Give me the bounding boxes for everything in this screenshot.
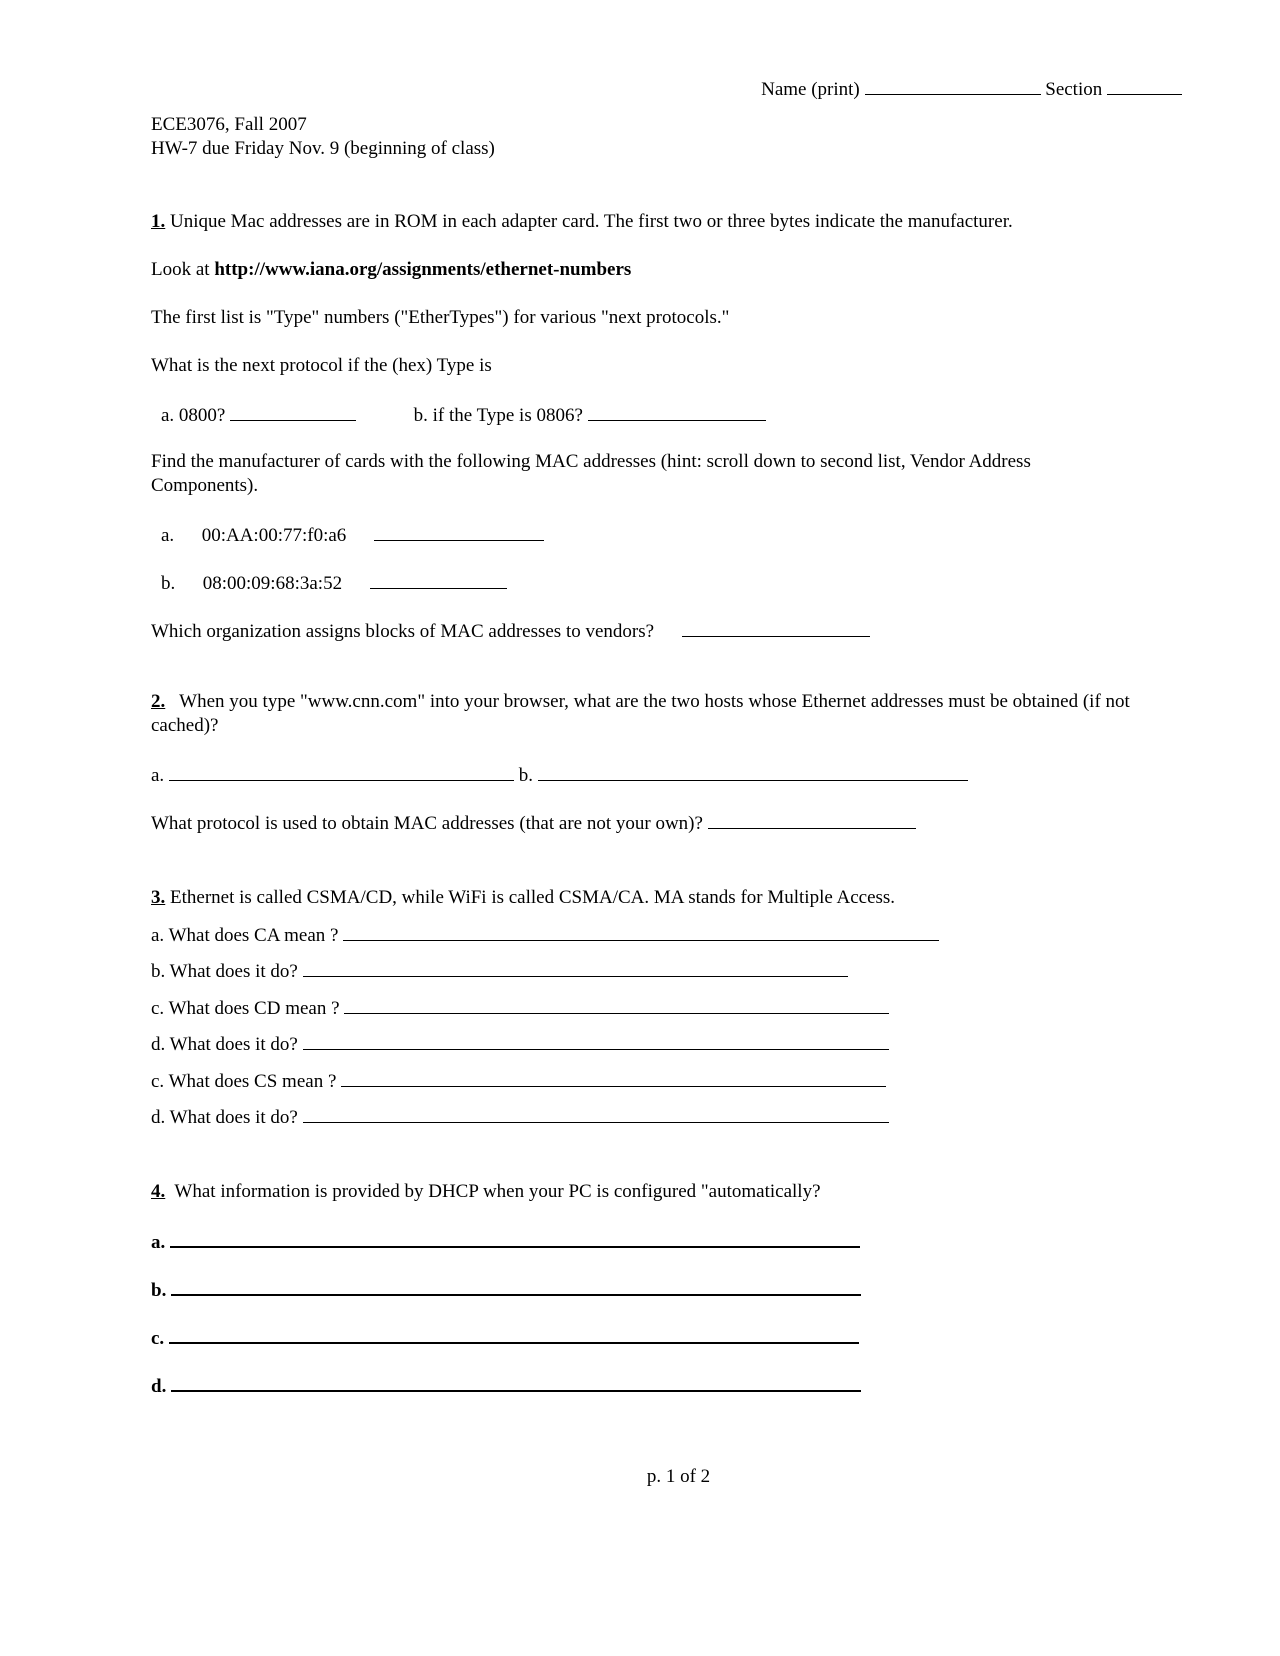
section-field[interactable]	[1107, 76, 1182, 95]
type-b-answer[interactable]	[588, 402, 766, 421]
q1-intro	[151, 210, 1013, 234]
q3-item	[151, 1068, 886, 1094]
q4-answer-row	[151, 1372, 861, 1399]
q1-first-list: The first list is "Type" numbers ("EtherTypes") for various "next protocols."	[151, 307, 730, 328]
q4-answer-label: b.	[151, 1280, 167, 1301]
name-label: Name (print)	[761, 79, 860, 100]
q4-question-text: What information is provided by DHCP when your PC is configured "automatically?	[174, 1181, 821, 1202]
q2-a-answer[interactable]	[169, 762, 514, 781]
org-answer[interactable]	[682, 618, 870, 637]
q1-org-row	[151, 618, 870, 644]
q3-item-answer[interactable]	[341, 1068, 886, 1087]
q2-protocol-row	[151, 810, 916, 836]
q3-item-answer[interactable]	[303, 958, 848, 977]
mac-a-row	[161, 522, 544, 548]
mac-b-address: 08:00:09:68:3a:52	[202, 573, 343, 594]
q4-answer-row	[151, 1324, 859, 1351]
q4-answer-row	[151, 1228, 860, 1255]
q2-number: 2.	[151, 691, 166, 712]
q3-item-answer[interactable]	[344, 995, 889, 1014]
org-question: Which organization assigns blocks of MAC addresses to vendors?	[151, 621, 655, 642]
q4-answer-label: a.	[151, 1232, 166, 1253]
q3-item	[151, 1031, 889, 1057]
mac-b-letter: b.	[161, 573, 176, 594]
q3-item-label: a. What does CA mean ?	[151, 925, 339, 946]
course-title: ECE3076, Fall 2007	[151, 114, 307, 135]
iana-url[interactable]: http://www.iana.org/assignments/ethernet-numbers	[214, 259, 632, 280]
q3-item	[151, 995, 889, 1021]
q2-b-label: b.	[518, 765, 533, 786]
mac-b-row	[161, 570, 507, 596]
look-at-label: Look at	[151, 259, 210, 280]
mac-a-answer[interactable]	[374, 522, 544, 541]
q3-intro	[151, 886, 895, 910]
q4-answer-label: d.	[151, 1376, 167, 1397]
q3-number: 3.	[151, 887, 166, 908]
type-b-label: b. if the Type is 0806?	[413, 405, 583, 426]
q4-answer-label: c.	[151, 1328, 165, 1349]
name-section-row	[761, 76, 1182, 102]
q4-answer-field[interactable]	[170, 1228, 860, 1248]
q3-item-label: d. What does it do?	[151, 1107, 298, 1128]
q2-protocol-answer[interactable]	[708, 810, 916, 829]
q4-answer-field[interactable]	[169, 1324, 859, 1344]
q4-answer-field[interactable]	[171, 1372, 861, 1392]
mac-a-letter: a.	[161, 525, 175, 546]
q1-look-at	[151, 258, 631, 282]
q1-next-protocol-question: What is the next protocol if the (hex) Type is	[151, 355, 492, 376]
q3-item	[151, 1104, 889, 1130]
q4-answer-field[interactable]	[171, 1276, 861, 1296]
q3-item-label: d. What does it do?	[151, 1034, 298, 1055]
name-field[interactable]	[865, 76, 1041, 95]
q3-item-label: b. What does it do?	[151, 961, 298, 982]
mac-b-answer[interactable]	[370, 570, 507, 589]
q1-number: 1.	[151, 211, 166, 232]
q2-a-label: a.	[151, 765, 165, 786]
section-label: Section	[1045, 79, 1103, 100]
q2-protocol-question: What protocol is used to obtain MAC addresses (that are not your own)?	[151, 813, 703, 834]
q3-item	[151, 958, 848, 984]
q3-item-label: c. What does CS mean ?	[151, 1071, 337, 1092]
q3-intro-text: Ethernet is called CSMA/CD, while WiFi is called CSMA/CA. MA stands for Multiple Access.	[170, 887, 896, 908]
page-number: p. 1 of 2	[646, 1466, 711, 1487]
q2-b-answer[interactable]	[538, 762, 968, 781]
q1-intro-text: Unique Mac addresses are in ROM in each adapter card. The first two or three bytes indicate the manufacturer.	[170, 211, 1013, 232]
type-a-answer[interactable]	[230, 402, 356, 421]
type-a-label: a. 0800?	[161, 405, 226, 426]
q2-question-text: When you type "www.cnn.com" into your browser, what are the two hosts whose Ethernet addresses must be obtained (if not cached)?	[151, 691, 1130, 736]
q3-item-label: c. What does CD mean ?	[151, 998, 340, 1019]
q3-item-answer[interactable]	[303, 1031, 889, 1050]
q4-answer-row	[151, 1276, 861, 1303]
q1-manufacturer-question: Find the manufacturer of cards with the following MAC addresses (hint: scroll down to second list, Vendor Address Components).	[151, 451, 1031, 496]
q2-question	[151, 690, 1141, 738]
q4-question	[151, 1180, 821, 1204]
q1-type-row	[161, 402, 766, 428]
mac-a-address: 00:AA:00:77:f0:a6	[201, 525, 347, 546]
q2-hosts-row	[151, 762, 968, 788]
assignment-title: HW-7 due Friday Nov. 9 (beginning of class)	[151, 138, 495, 159]
q4-number: 4.	[151, 1181, 166, 1202]
q3-item-answer[interactable]	[303, 1104, 889, 1123]
q3-item-answer[interactable]	[343, 922, 939, 941]
q3-item	[151, 922, 939, 948]
